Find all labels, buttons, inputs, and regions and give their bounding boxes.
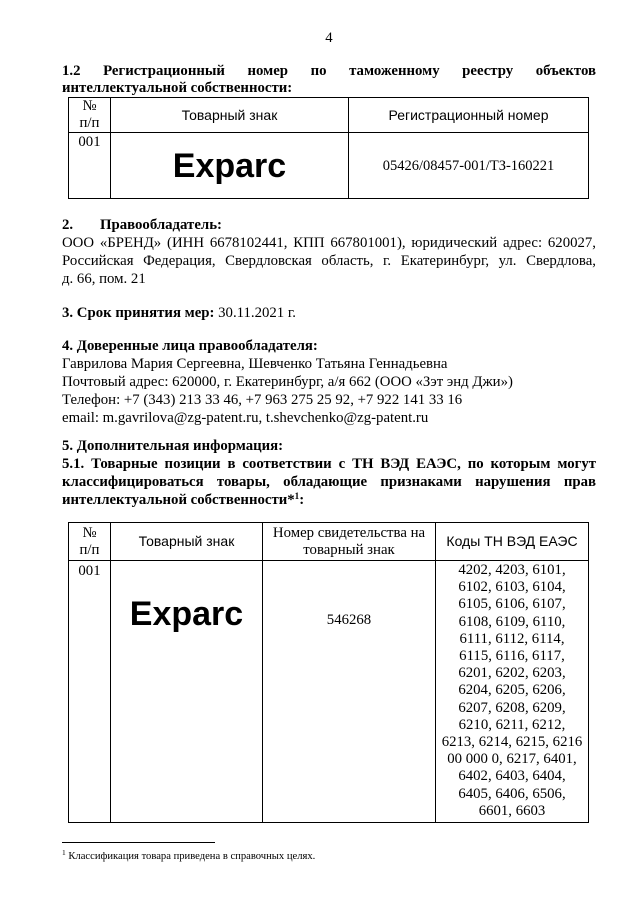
code-line: 6213, 6214, 6215, 6216 [441, 734, 583, 751]
subsection-line-text: интеллектуальной собственности* [62, 492, 295, 508]
section-4-heading: 4. Доверенные лица правообладателя: [62, 338, 318, 354]
footnote-marker: 1 [62, 847, 66, 857]
section-3-line [62, 304, 596, 322]
registration-table [68, 97, 589, 199]
header-number-suffix: п/п [79, 115, 100, 131]
code-line: 6601, 6603 [478, 802, 546, 819]
heading-line: 1.2 Регистрационный номер по таможенному реестру объектов [62, 63, 596, 79]
code-line: 6210, 6211, 6212, [458, 716, 566, 733]
code-line: 6207, 6208, 6209, [458, 699, 566, 716]
code-line: 6111, 6112, 6114, [459, 630, 565, 647]
trademark-logo: Exparc [172, 146, 287, 185]
trustee-names: Гаврилова Мария Сергеевна, Шевченко Татьяна Геннадьевна [62, 356, 448, 372]
code-line: 6405, 6406, 6506, [458, 785, 566, 802]
section-3-label: 3. Срок принятия мер: [62, 305, 215, 321]
goods-codes-table [68, 522, 589, 823]
header-cell-trademark: Товарный знак [111, 98, 349, 133]
header-cell-number [69, 523, 111, 561]
code-line: 6402, 6403, 6404, [458, 768, 566, 785]
measures-deadline: 30.11.2021 г. [218, 305, 296, 321]
header-number-sign: № [82, 98, 97, 114]
table-row [69, 133, 589, 199]
footnote-text: Классификация товара приведена в справочных целях. [68, 851, 316, 862]
phone-numbers: Телефон: +7 (343) 213 33 46, +7 963 275 25 92, +7 922 141 33 16 [62, 392, 463, 408]
code-line: 6115, 6116, 6117, [459, 648, 565, 665]
section-2-heading [62, 216, 596, 234]
header-number-suffix: п/п [79, 542, 100, 558]
header-number-sign: № [82, 525, 97, 541]
footnote [62, 849, 596, 865]
section-2-title: Правообладатель: [100, 217, 222, 233]
code-line: 00 000 0, 6217, 6401, [447, 751, 577, 768]
header-cell-number [69, 98, 111, 133]
subsection-line: 5.1. Товарные позиции в соответствии с ТН ВЭД ЕАЭС, по которым могут [62, 456, 596, 472]
page-number: 4 [325, 30, 333, 46]
code-line: 6201, 6202, 6203, [458, 665, 566, 682]
row-trademark-cell [111, 561, 263, 823]
trademark-logo: Exparc [129, 595, 244, 633]
section-5-heading: 5. Дополнительная информация: [62, 438, 284, 454]
trustees-details [62, 355, 596, 427]
header-cell-registration-number: Регистрационный номер [349, 98, 589, 133]
heading-line: интеллектуальной собственности: [62, 80, 293, 96]
header-cell-certificate: Номер свидетельства на товарный знак [263, 523, 436, 561]
row-number-cell: 001 [69, 133, 111, 199]
row-registration-number-cell [349, 133, 589, 199]
table-row [69, 561, 589, 823]
row-number-cell: 001 [69, 561, 111, 823]
code-line: 6204, 6205, 6206, [458, 682, 566, 699]
subsection-line [62, 491, 596, 509]
code-line: 4202, 4203, 6101, [458, 562, 566, 578]
table-header-row [69, 523, 589, 561]
code-line: 6105, 6106, 6107, [458, 596, 566, 613]
subsection-line: классифицироваться товары, обладающие признаками нарушения прав [62, 474, 596, 490]
code-line: 6108, 6109, 6110, [458, 613, 566, 630]
header-cell-codes: Коды ТН ВЭД ЕАЭС [436, 523, 589, 561]
subsection-colon: : [299, 492, 305, 508]
header-cell-trademark: Товарный знак [111, 523, 263, 561]
postal-address: Почтовый адрес: 620000, г. Екатеринбург, а/я 662 (ООО «Зэт энд Джи») [62, 374, 513, 390]
footnote-reference: 1 [294, 490, 300, 501]
rightholder-line: д. 66, пом. 21 [62, 271, 146, 287]
rightholder-line: ООО «БРЕНД» (ИНН 6678102441, КПП 667801001), юридический адрес: 620027, [62, 235, 596, 251]
rightholder-details [62, 234, 596, 288]
registration-number: 05426/08457-001/ТЗ-160221 [382, 157, 555, 174]
row-trademark-cell [111, 133, 349, 199]
table-header-row [69, 98, 589, 133]
section-1-2-heading [62, 63, 596, 97]
certificate-number: 546268 [326, 612, 372, 628]
section-5-1-heading [62, 455, 596, 509]
row-certificate-cell [263, 561, 436, 823]
section-2-number: 2. [62, 217, 74, 233]
row-codes-cell [436, 561, 589, 823]
code-line: 6102, 6103, 6104, [458, 579, 566, 596]
email-addresses: email: m.gavrilova@zg-patent.ru, t.shevchenko@zg-patent.ru [62, 410, 429, 426]
footnote-rule [62, 842, 215, 843]
rightholder-line: Российская Федерация, Свердловская область, г. Екатеринбург, ул. Свердлова, [62, 253, 596, 269]
